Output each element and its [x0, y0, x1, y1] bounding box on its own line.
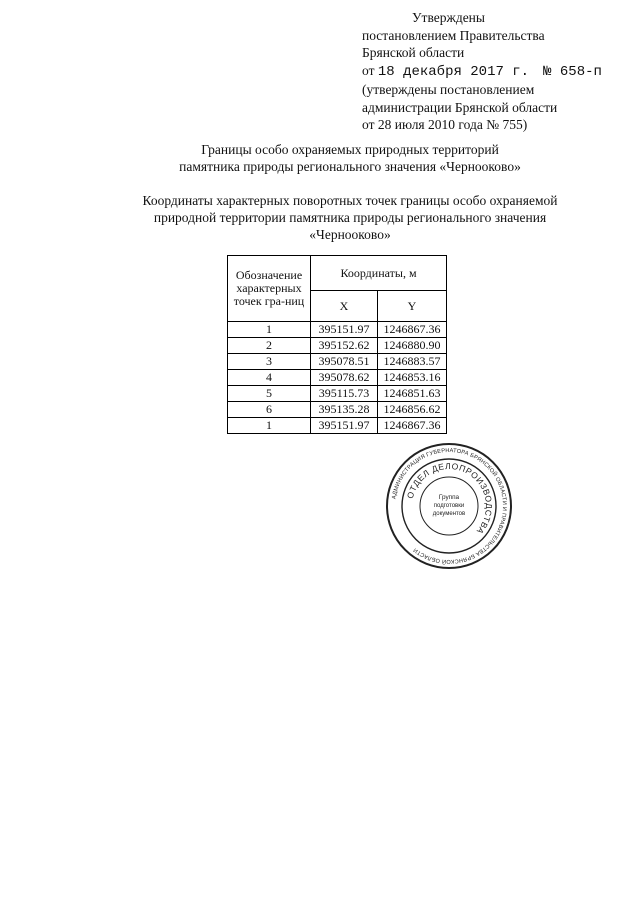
cell-point: 1: [228, 418, 311, 434]
approval-line: (утверждены постановлением: [362, 82, 535, 97]
cell-x: 395152.62: [311, 338, 378, 354]
table-row: [228, 386, 447, 402]
cell-y: 1246867.36: [378, 418, 447, 434]
table-row: [228, 402, 447, 418]
cell-point: 6: [228, 402, 311, 418]
approval-heading: Утверждены: [412, 10, 485, 25]
table-row: [228, 338, 447, 354]
header-point: Обозначение характерных точек гра-ниц: [228, 256, 311, 322]
cell-y: 1246867.36: [378, 322, 447, 338]
cell-point: 5: [228, 386, 311, 402]
cell-point: 4: [228, 370, 311, 386]
cell-y: 1246883.57: [378, 354, 447, 370]
table-row: [228, 370, 447, 386]
cell-point: 3: [228, 354, 311, 370]
table-row: [228, 354, 447, 370]
cell-y: 1246853.16: [378, 370, 447, 386]
approval-number: № 658-п: [543, 63, 602, 80]
stamp-inner-text: ОТДЕЛ ДЕЛОПРОИЗВОДСТВА: [404, 460, 495, 537]
cell-y: 1246880.90: [378, 338, 447, 354]
cell-x: 395078.51: [311, 354, 378, 370]
approval-date-line: [362, 62, 602, 82]
approval-line: постановлением Правительства: [362, 27, 545, 43]
table-row: [228, 322, 447, 338]
stamp-center-line: документов: [432, 511, 466, 517]
table-caption: [110, 192, 590, 243]
header-coordinates: Координаты, м: [311, 256, 447, 291]
cell-y: 1246851.63: [378, 386, 447, 402]
approval-line: администрации Брянской области: [362, 99, 558, 115]
cell-y: 1246856.62: [378, 402, 447, 418]
stamp-center-line: подготовки: [433, 503, 465, 509]
approval-block: [362, 9, 602, 134]
cell-x: 395151.97: [311, 418, 378, 434]
approval-line: Брянской области: [362, 45, 465, 60]
cell-x: 395115.73: [311, 386, 378, 402]
approval-line: от 28 июля 2010 года № 755): [362, 117, 528, 132]
document-title: [0, 141, 640, 175]
stamp-outer-text: АДМИНИСТРАЦИЯ ГУБЕРНАТОРА БРЯНСКОЙ ОБЛАСТИ И ПРАВИТЕЛЬСТВА БРЯНСКОЙ ОБЛАСТИ: [391, 447, 508, 565]
title-line: Границы особо охраняемых природных территорий: [201, 142, 499, 157]
coordinates-table: [227, 255, 447, 434]
caption-line: Координаты характерных поворотных точек границы особо охраняемой: [142, 193, 558, 208]
cell-point: 1: [228, 322, 311, 338]
approval-date-prefix: от: [362, 62, 375, 78]
stamp-center-line: Группа: [438, 494, 460, 501]
approval-date: 18 декабря 2017 г.: [377, 63, 530, 80]
caption-line: «Чернооково»: [309, 227, 391, 242]
office-stamp: [385, 442, 513, 570]
title-line: памятника природы регионального значения «Чернооково»: [179, 159, 521, 174]
cell-x: 395078.62: [311, 370, 378, 386]
table-row: [228, 418, 447, 434]
cell-point: 2: [228, 338, 311, 354]
header-x: X: [311, 291, 378, 322]
cell-x: 395135.28: [311, 402, 378, 418]
caption-line: природной территории памятника природы регионального значения: [153, 210, 547, 225]
header-y: Y: [378, 291, 447, 322]
cell-x: 395151.97: [311, 322, 378, 338]
